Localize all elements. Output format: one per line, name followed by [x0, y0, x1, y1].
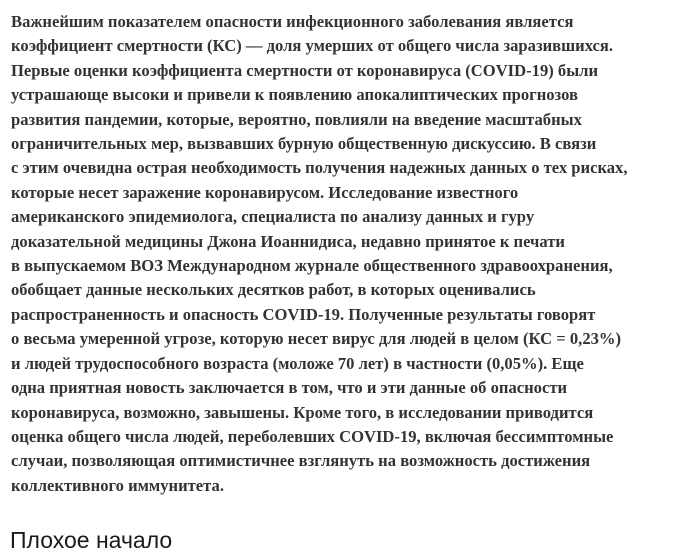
section-heading: Плохое начало — [10, 527, 173, 553]
paragraph-line: коронавируса, возможно, завышены. Кроме того, в исследовании приводится — [11, 402, 594, 422]
paragraph-line: о весьма умеренной угрозе, которую несет вирус для людей в целом (КС = 0,23%) — [11, 329, 622, 349]
paragraph-line: устрашающе высоки и привели к появлению апокалиптических прогнозов — [11, 85, 578, 105]
article-paragraph — [11, 10, 671, 498]
paragraph-line: Важнейшим показателем опасности инфекционного заболевания является — [11, 12, 574, 31]
paragraph-line: американского эпидемиолога, специалиста по анализу данных и гуру — [11, 207, 535, 227]
paragraph-line: коэффициент смертности (КС) — доля умерших от общего числа заразившихся. — [11, 36, 614, 56]
article-body — [11, 10, 671, 498]
paragraph-line: и людей трудоспособного возраста (моложе 70 лет) в частности (0,05%). Еще — [11, 353, 584, 373]
paragraph-line: коллективного иммунитета. — [11, 475, 224, 495]
paragraph-line: оценка общего числа людей, переболевших COVID-19, включая бессимптомные — [11, 426, 614, 446]
paragraph-line: Первые оценки коэффициента смертности от коронавируса (COVID-19) были — [11, 60, 599, 80]
paragraph-line: с этим очевидна острая необходимость получения надежных данных о тех рисках, — [11, 158, 628, 178]
paragraph-line: одна приятная новость заключается в том, что и эти данные об опасности — [11, 378, 568, 398]
paragraph-line: доказательной медицины Джона Иоаннидиса, недавно принятое к печати — [11, 231, 565, 251]
paragraph-line: которые несет заражение коронавирусом. Исследование известного — [11, 182, 519, 202]
paragraph-line: ограничительных мер, вызвавших бурную общественную дискуссию. В связи — [11, 134, 597, 154]
paragraph-line: развития пандемии, которые, вероятно, повлияли на введение масштабных — [11, 109, 582, 129]
paragraph-line: в выпускаемом ВОЗ Международном журнале общественного здравоохранения, — [11, 256, 613, 276]
paragraph-line: обобщает данные нескольких десятков работ, в которых оценивались — [11, 280, 536, 300]
paragraph-line: случаи, позволяющая оптимистичнее взглянуть на возможность достижения — [11, 451, 591, 471]
paragraph-line: распространенность и опасность COVID-19. Полученные результаты говорят — [11, 304, 596, 324]
